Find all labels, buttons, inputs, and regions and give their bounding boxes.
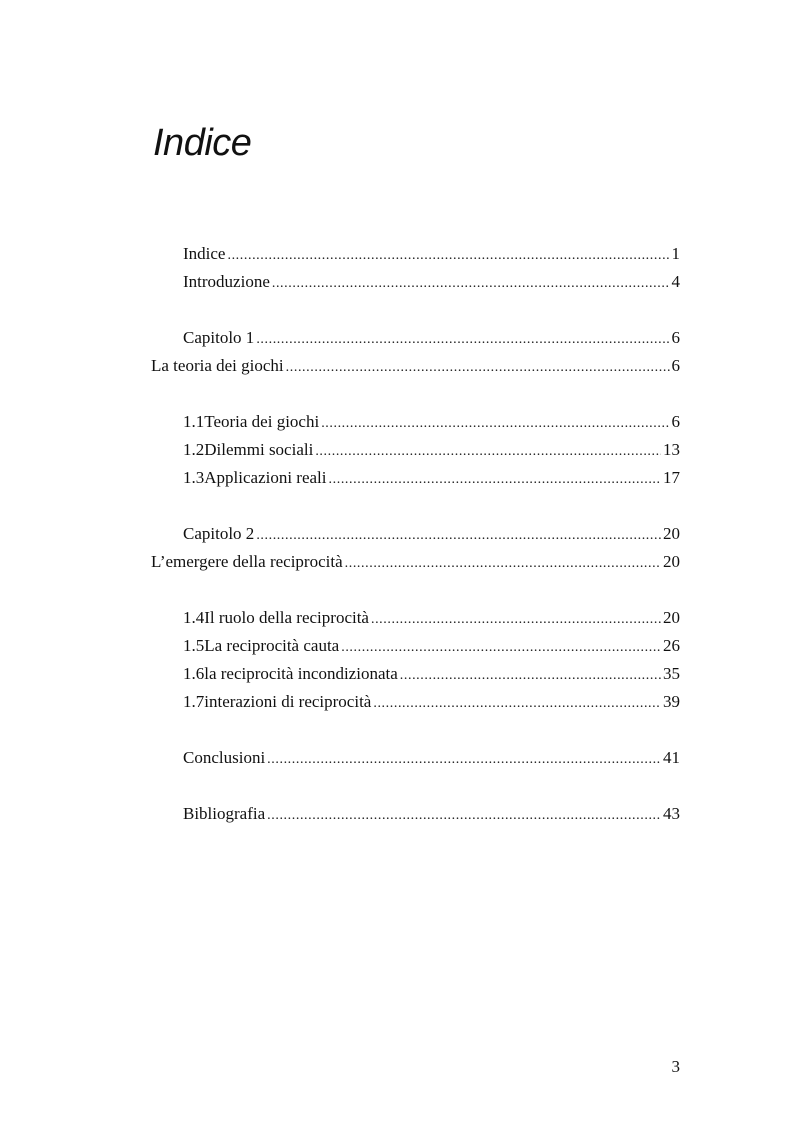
toc-page: 4 bbox=[671, 272, 680, 291]
dot-leader bbox=[256, 327, 669, 353]
toc-page: 41 bbox=[663, 748, 680, 767]
toc-entry-introduzione[interactable] bbox=[0, 269, 680, 295]
page-number: 3 bbox=[671, 1057, 680, 1076]
toc-page: 20 bbox=[663, 524, 680, 543]
dot-leader bbox=[321, 411, 669, 437]
toc-entry-section-1-4[interactable] bbox=[0, 605, 680, 631]
dot-leader bbox=[256, 523, 661, 549]
dot-leader bbox=[329, 467, 661, 493]
dot-leader bbox=[345, 551, 661, 577]
toc-entry-conclusioni[interactable] bbox=[0, 745, 680, 771]
dot-leader bbox=[267, 747, 661, 773]
section-number: 1.7 bbox=[183, 692, 205, 711]
toc-label: Teoria dei giochi bbox=[204, 412, 320, 431]
toc-page: 1 bbox=[671, 244, 680, 263]
toc-entry-bibliografia[interactable] bbox=[0, 801, 680, 827]
toc-label: L’emergere della reciprocità bbox=[151, 552, 343, 571]
toc-entry-section-1-7[interactable] bbox=[0, 689, 680, 715]
toc-entry-chapter-2-title[interactable] bbox=[0, 549, 680, 575]
toc-label: Conclusioni bbox=[183, 748, 266, 767]
toc-entry-section-1-6[interactable] bbox=[0, 661, 680, 687]
toc-label: Dilemmi sociali bbox=[204, 440, 314, 459]
section-number: 1.2 bbox=[183, 440, 205, 459]
toc-entry-section-1-3[interactable] bbox=[0, 465, 680, 491]
toc-entry-capitolo-1[interactable] bbox=[0, 325, 680, 351]
toc-page: 6 bbox=[671, 412, 680, 431]
toc-entry-chapter-1-title[interactable] bbox=[0, 353, 680, 379]
toc-entry-section-1-2[interactable] bbox=[0, 437, 680, 463]
dot-leader bbox=[315, 439, 661, 465]
dot-leader bbox=[341, 635, 661, 661]
dot-leader bbox=[400, 663, 661, 689]
toc-page: 6 bbox=[671, 328, 680, 347]
toc-label: La teoria dei giochi bbox=[151, 356, 284, 375]
toc-label: Il ruolo della reciprocità bbox=[204, 608, 369, 627]
dot-leader bbox=[373, 691, 661, 717]
toc-page: 43 bbox=[663, 804, 680, 823]
toc-label: Capitolo 2 bbox=[183, 524, 255, 543]
section-number: 1.4 bbox=[183, 608, 205, 627]
toc-label: Indice bbox=[183, 244, 226, 263]
dot-leader bbox=[272, 271, 670, 297]
toc-page: 13 bbox=[663, 440, 680, 459]
dot-leader bbox=[267, 803, 661, 829]
toc-page: 26 bbox=[663, 636, 680, 655]
toc-page: 39 bbox=[663, 692, 680, 711]
toc-entry-capitolo-2[interactable] bbox=[0, 521, 680, 547]
page-title: Indice bbox=[153, 122, 252, 164]
toc-entry-indice[interactable] bbox=[0, 241, 680, 267]
dot-leader bbox=[371, 607, 661, 633]
section-number: 1.1 bbox=[183, 412, 205, 431]
toc-page: 20 bbox=[663, 608, 680, 627]
toc-label: interazioni di reciprocità bbox=[204, 692, 372, 711]
toc-label: Bibliografia bbox=[183, 804, 266, 823]
toc-entry-section-1-5[interactable] bbox=[0, 633, 680, 659]
toc-page: 20 bbox=[663, 552, 680, 571]
toc-page: 6 bbox=[671, 356, 680, 375]
toc-page: 17 bbox=[663, 468, 680, 487]
toc-label: Capitolo 1 bbox=[183, 328, 255, 347]
toc-label: Applicazioni reali bbox=[204, 468, 327, 487]
dot-leader bbox=[286, 355, 670, 381]
section-number: 1.3 bbox=[183, 468, 205, 487]
toc-entry-section-1-1[interactable] bbox=[0, 409, 680, 435]
toc-label: La reciprocità cauta bbox=[204, 636, 340, 655]
toc-label: Introduzione bbox=[183, 272, 270, 291]
toc-label: la reciprocità incondizionata bbox=[204, 664, 398, 683]
dot-leader bbox=[227, 243, 669, 269]
section-number: 1.6 bbox=[183, 664, 205, 683]
toc-page: 35 bbox=[663, 664, 680, 683]
section-number: 1.5 bbox=[183, 636, 205, 655]
